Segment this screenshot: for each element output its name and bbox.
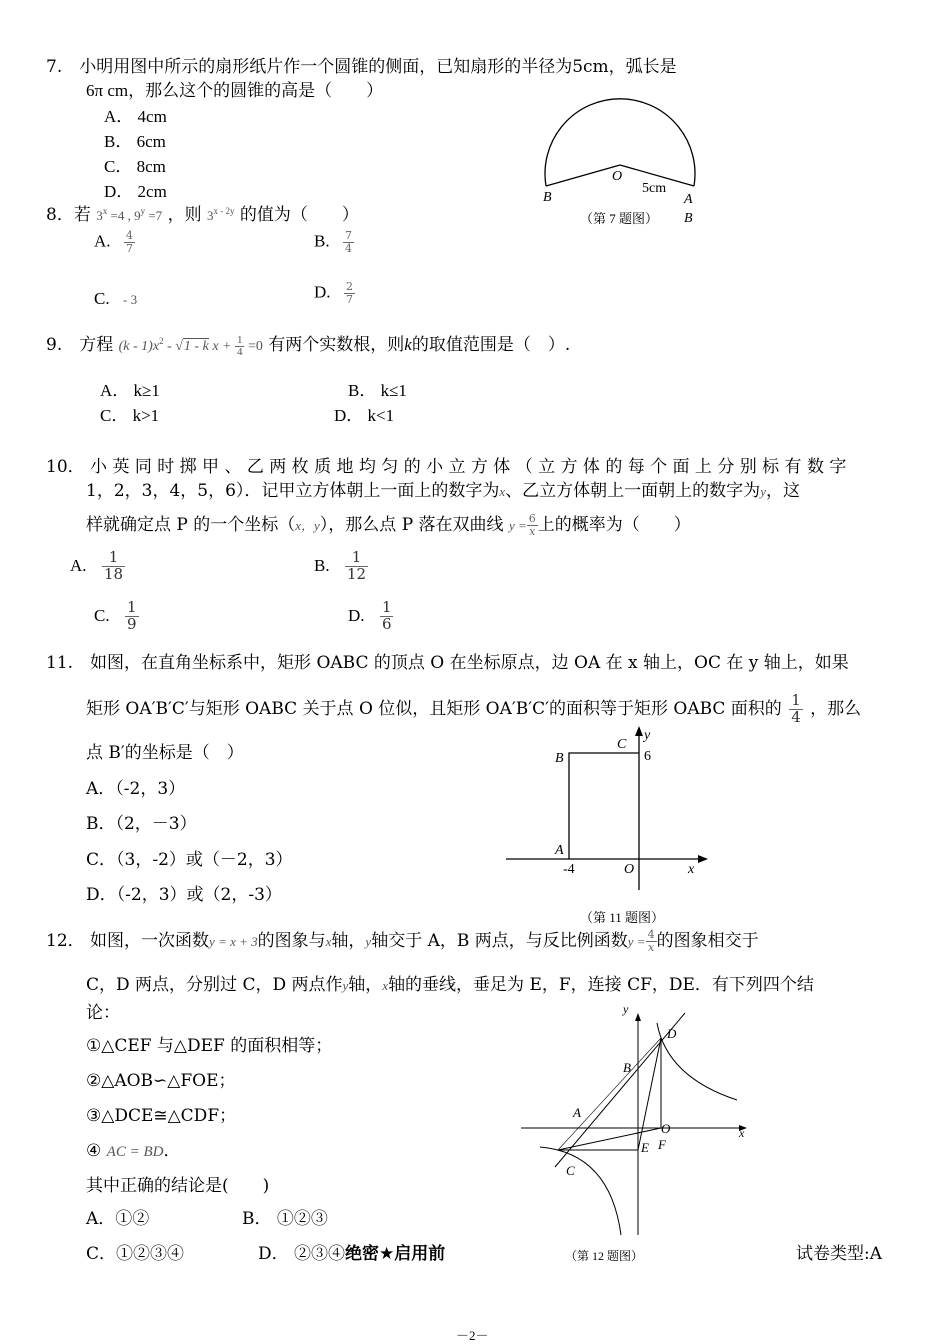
q9-tail1: 有两个实数根，则 — [268, 335, 405, 355]
q9-option-b: B． k≤1 — [348, 381, 407, 400]
q12-caption: （第 12 题图） — [565, 1249, 644, 1263]
q12-conclusion-4: ④ AC = BD． — [86, 1141, 181, 1161]
q7-caption: （第 7 题图） — [580, 211, 659, 226]
q11-label-y: y — [644, 728, 651, 743]
q8-option-a: A. $\frac{4}{7}$ — [94, 229, 133, 255]
q12-function-figure — [515, 995, 765, 1270]
q11-rectangle-oabc — [569, 753, 639, 859]
q11-label-a: A — [555, 843, 564, 858]
q11-label-o: O — [624, 862, 635, 877]
q12-segment-cd — [558, 1038, 661, 1150]
q11-label-b: B — [555, 751, 564, 766]
q12-y-arrow — [635, 1013, 641, 1021]
q9-number: 9. 方程 — [46, 335, 114, 355]
q12-option-a: A．①② — [86, 1209, 150, 1229]
q8-then: ，则 — [167, 205, 202, 225]
q11-label-6: 6 — [644, 749, 651, 764]
q9-equation: $(k - 1)x^2 - √1$ - k x + $\frac{1}{4}$ =0 — [118, 333, 263, 359]
q11-option-b: B．（2，－3） — [86, 814, 197, 834]
q12-hyperbola-branch-2 — [540, 1147, 621, 1235]
q9-option-c: C． k>1 — [100, 406, 160, 425]
q12-conclusion-1: ①△CEF 与△DEF 的面积相等； — [86, 1036, 333, 1056]
q7-line2: 6π cm，那么这个的圆锥的高是（ ） — [86, 81, 384, 100]
q8-tail: 的值为（ ） — [239, 205, 359, 225]
q10-option-d: D. $\frac{1}{6}$ — [348, 598, 392, 633]
q10-option-c: C. $\frac{1}{9}$ — [94, 598, 137, 633]
q8-option-c: C. - 3 — [94, 289, 138, 308]
q11-line3: 点 B′的坐标是（ ） — [86, 743, 244, 763]
q12-label-x: x — [739, 1126, 745, 1140]
q12-label-e: E — [641, 1140, 649, 1155]
q10-line1: 10． 小 英 同 时 掷 甲 、 乙 两 枚 质 地 均 匀 的 小 立 方 体 （ 立 方 体 的 每 个 面 上 分 别 标 有 数 字 — [46, 457, 847, 477]
footer-paper-type: 试卷类型:A — [796, 1244, 883, 1264]
q11-option-d: D．（-2，3）或（2，-3） — [86, 885, 282, 905]
q12-label-c: C — [566, 1163, 575, 1178]
q12-conclusion-3: ③△DCE≅△CDF； — [86, 1106, 237, 1126]
q12-label-y: y — [623, 1002, 629, 1016]
q7-label-b: B — [543, 190, 552, 205]
q12-option-d: D． ②③④绝密★启用前 — [258, 1244, 446, 1264]
q8-expression: $3^{x - 2y}$ — [206, 206, 235, 223]
q9-option-a: A． k≥1 — [100, 381, 160, 400]
q9-option-d: D． k<1 — [334, 406, 395, 425]
q8-stem — [46, 200, 359, 225]
q8-condition: $3^x =4$ , $9^y =7$ — [96, 206, 163, 223]
q7-option-a: A． 4cm — [104, 107, 167, 126]
q11-y-arrow — [635, 726, 643, 736]
q12-ask: 其中正确的结论是( ) — [86, 1176, 270, 1196]
q8-number: 8．若 — [46, 205, 91, 225]
q12-label-b: B — [623, 1060, 631, 1075]
q12-line1: 12． 如图，一次函数y = x + 3的图象与x轴，y轴交于 A，B 两点，与反比例函数y = $\frac{4}{x}$ 的图象相交于 — [46, 928, 759, 954]
q12-label-a: A — [573, 1105, 581, 1120]
q11-rectangle-figure — [500, 720, 720, 930]
q7-option-c: C． 8cm — [104, 157, 166, 176]
q7-option-d: D． 2cm — [104, 182, 167, 201]
q12-line2: C，D 两点，分别过 C，D 两点作y轴，x轴的垂线，垂足为 E，F，连接 CF，DE．有下列四个结 — [86, 975, 814, 995]
q12-label-f: F — [658, 1137, 666, 1152]
q7-option-b: B． 6cm — [104, 132, 166, 151]
footer-page-number: －2－ — [456, 1328, 489, 1343]
q11-option-c: C．（3，-2）或（－2，3） — [86, 850, 293, 870]
q7-radius-ob — [546, 165, 623, 186]
q7-line1: 7. 小明用图中所示的扇形纸片作一个圆锥的侧面，已知扇形的半径为5cm，弧长是 — [46, 57, 677, 77]
q11-x-arrow — [698, 855, 708, 863]
q11-label-neg4: -4 — [563, 862, 575, 877]
q11-caption: （第 11 题图） — [580, 910, 665, 925]
q7-label-o: O — [612, 169, 623, 184]
q8-option-b: B. $\frac{7}{4}$ — [314, 229, 352, 255]
q12-conclusion-2: ②△AOB∽△FOE； — [86, 1071, 236, 1091]
q12-label-o: O — [661, 1121, 671, 1136]
q7-label-radius: 5cm — [642, 181, 667, 196]
q9-tail2: 的取值范围是（ ）. — [411, 335, 571, 355]
q11-line1: 11. 如图，在直角坐标系中，矩形 OABC 的顶点 O 在坐标原点，边 OA 在 x 轴上，OC 在 y 轴上，如果 — [46, 653, 849, 673]
q11-label-x: x — [688, 862, 695, 877]
q11-line2: 矩形 OA′B′C′与矩形 OABC 关于点 O 位似，且矩形 OA′B′C′的面积等于矩形 OABC 面积的 $\frac{1}{4}$ ，那么 — [86, 691, 862, 726]
q7-sector-figure — [530, 84, 710, 234]
q10-option-a: A. $\frac{1}{18}$ — [70, 548, 124, 583]
q12-option-c: C．①②③④ — [86, 1244, 185, 1264]
q12-option-b: B． ①②③ — [242, 1209, 328, 1229]
q10-line2: 1，2，3，4，5，6）．记甲立方体朝上一面上的数字为x、乙立方体朝上一面朝上的数字为y，这 — [86, 481, 800, 501]
q8-option-d: D. $\frac{2}{7}$ — [314, 280, 353, 306]
q11-option-a: A．（-2，3） — [86, 779, 186, 799]
q10-line3: 样就确定点 P 的一个坐标（x，y），那么点 P 落在双曲线 y = $\frac{6}{x}$ 上的概率为（ ） — [86, 512, 691, 538]
q9-stem — [46, 330, 570, 359]
q12-label-d: D — [667, 1026, 677, 1041]
q11-label-c: C — [617, 737, 627, 752]
q7-label-b2: B — [684, 211, 693, 226]
q12-line3: 论： — [86, 1003, 120, 1023]
q10-option-b: B. $\frac{1}{12}$ — [314, 548, 367, 583]
q9-k: k — [404, 335, 412, 354]
footer-secret-label: 绝密★启用前 — [345, 1244, 446, 1264]
q7-label-a: A — [684, 192, 693, 207]
